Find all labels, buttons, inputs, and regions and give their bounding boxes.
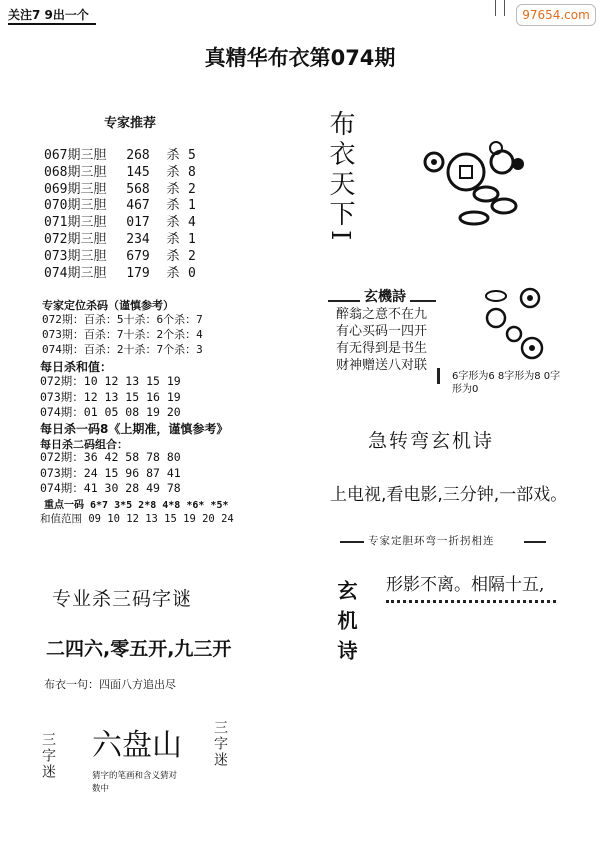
expert-table: [44, 148, 196, 282]
buyi-sentence: 布衣一句：四面八方追出尽: [44, 678, 176, 691]
list-item: 073期：24 15 96 87 41: [40, 465, 181, 480]
riddle-turn-title: 急转弯玄机诗: [368, 430, 495, 452]
charm-illustration: [480, 284, 548, 364]
expert-row: 069期三胆 568 杀 2: [44, 181, 196, 197]
position-kill-list: [42, 312, 203, 357]
kill-one-code: 每日杀一码8《上期准，谨慎参考》: [40, 422, 229, 436]
expert-row: 073期三胆 679 杀 2: [44, 248, 196, 264]
header-note: 关注7 9出一个: [8, 8, 89, 22]
tv-line: 上电视,看电影,三分钟,一部戏。: [330, 485, 568, 505]
sum-kill-title: 每日杀和值：: [40, 360, 113, 374]
watermark-badge: 97654.com: [516, 4, 596, 26]
position-kill-title: 专家定位杀码（谨慎参考）: [42, 299, 174, 312]
divider: [340, 541, 364, 543]
key-one-code: 重点一码 6*7 3*5 2*8 4*8 *6* *5*: [44, 500, 229, 511]
shape-apart-line: 形影不离。相隔十五,: [386, 575, 545, 595]
poem-line: 有无得到是书生: [336, 341, 428, 356]
list-item: 074期：41 30 28 49 78: [40, 481, 181, 495]
coin-charm-illustration: [422, 134, 532, 230]
sum-range: 和值范围 09 10 12 13 15 19 20 24: [40, 513, 234, 525]
list-item: 074期：01 05 08 19 20: [40, 405, 181, 419]
list-item: 073期：12 13 15 16 19: [40, 389, 181, 404]
riddle-title: 专业杀三码字谜: [52, 588, 193, 610]
kill-two-list: [40, 450, 181, 497]
expert-recommend-title: 专家推荐: [104, 116, 157, 131]
xuanji-title: 玄機詩: [360, 286, 410, 306]
expert-row: 067期三胆 268 杀 5: [44, 148, 196, 163]
divider: [524, 541, 546, 543]
poem-line: 醉翁之意不在九: [336, 307, 428, 322]
list-item: 072期：10 12 13 15 19: [40, 374, 181, 388]
shape-note: 6字形为6 8字形为8 0字形为0: [452, 371, 561, 395]
expert-row: 068期三胆 145 杀 8: [44, 164, 196, 180]
page-title: 真精华布衣第074期: [204, 46, 396, 70]
buyi-tianxia: 布衣天下I: [325, 110, 355, 245]
sum-kill-list: [40, 374, 181, 421]
expert-row: 074期三胆 179 杀 0: [44, 265, 196, 281]
watermark-tab: [495, 0, 505, 16]
list-item: 072期：36 42 58 78 80: [40, 450, 181, 464]
kill-two-title: 每日杀二码组合：: [40, 438, 128, 451]
poem: [336, 306, 427, 374]
list-item: 074期：百杀：2十杀：7个杀：3: [42, 343, 203, 356]
list-item: 073期：百杀：7十杀：2个杀：4: [42, 328, 203, 341]
expert-row: 072期三胆 234 杀 1: [44, 231, 196, 247]
three-riddle-left: 三字迷: [40, 732, 56, 780]
mountain-text: 六盘山: [92, 728, 182, 763]
riddle-line: 二四六,零五开,九三开: [46, 638, 232, 660]
expert-line: 专家定胆环弯一折拐相连: [368, 535, 495, 547]
mountain-note: 猜字的笔画和含义猜对数中: [92, 771, 178, 794]
expert-row: 071期三胆 017 杀 4: [44, 215, 196, 231]
expert-row: 070期三胆 467 杀 1: [44, 198, 196, 214]
three-riddle-right: 三字迷: [212, 720, 228, 768]
poem-line: 有心买码一四开: [336, 324, 428, 339]
poem-line: 财神赠送八对联: [336, 358, 428, 373]
divider-mark: [437, 368, 440, 384]
cropped-text-fragment: [386, 596, 556, 604]
xuanji-poem-vertical: 玄机诗: [334, 580, 358, 670]
list-item: 072期：百杀：5十杀：6个杀：7: [42, 313, 203, 326]
header-underline: [8, 23, 96, 25]
